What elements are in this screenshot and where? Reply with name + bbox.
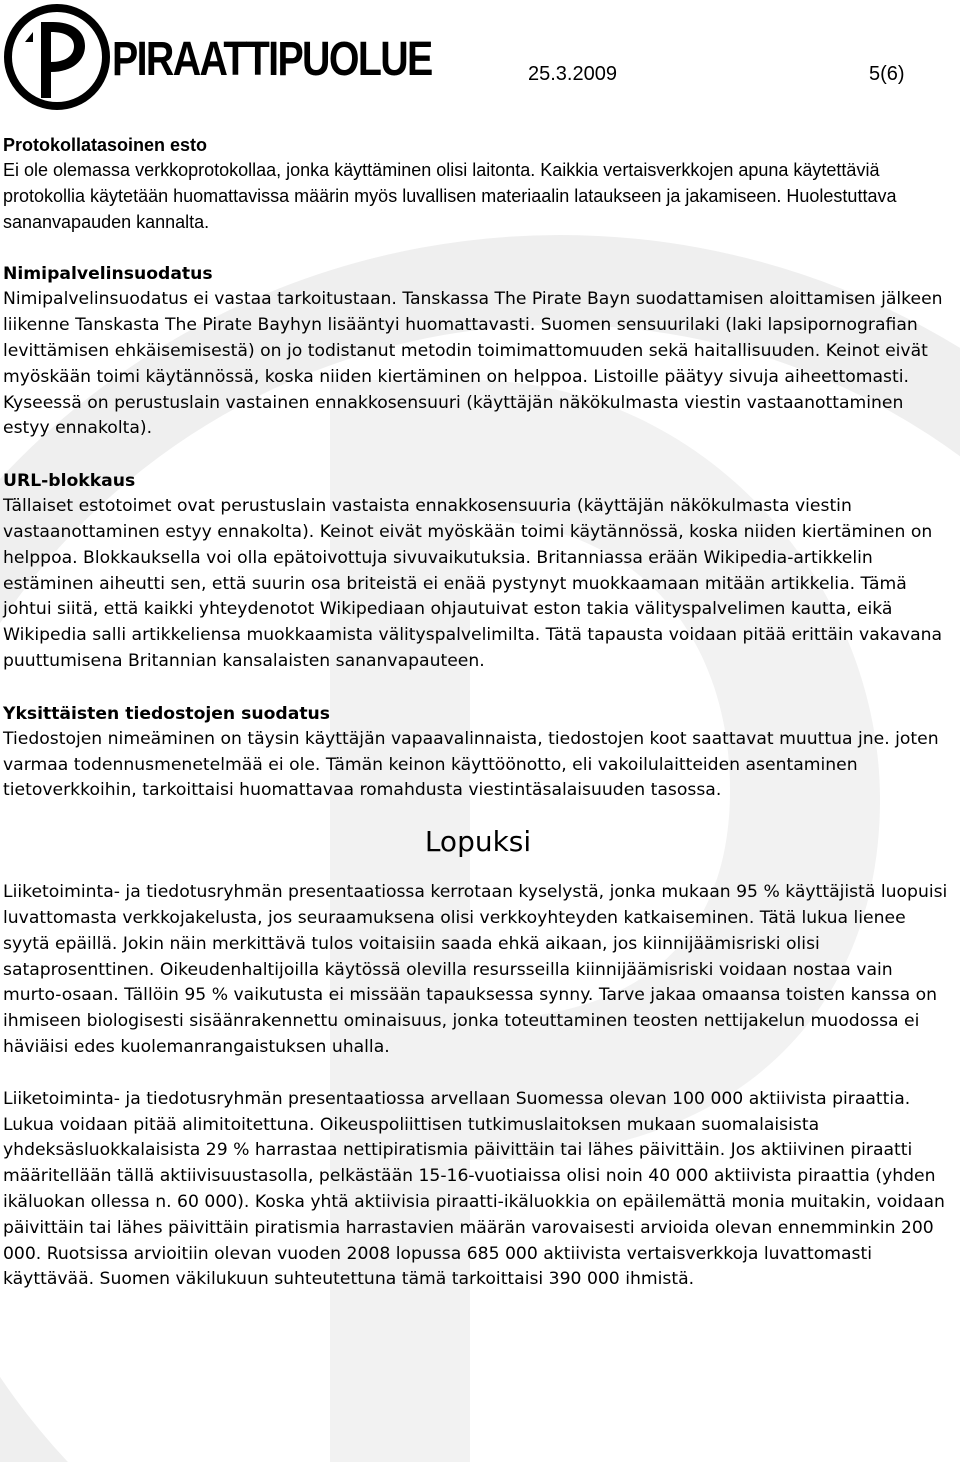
- document-date: 25.3.2009: [528, 63, 617, 85]
- section-heading: Nimipalvelinsuodatus: [3, 264, 213, 285]
- section-heading: URL-blokkaus: [3, 471, 136, 492]
- page-header: [0, 0, 960, 120]
- section-paragraph: Ei ole olemassa verkkoprotokollaa, jonka käyttäminen olisi laitonta. Kaikkia vertaisverkkojen apuna käytettäviä protokollia käytetään huomattavissa määrin myös luvallisen materiaalin lataukseen ja jakamiseen. Huolestuttava sananvapauden kannalta.: [3, 160, 897, 232]
- section-protocol-blocking: [3, 132, 953, 235]
- conclusion-paragraph: Liiketoiminta- ja tiedotusryhmän presentaatiossa kerrotaan kyselystä, jonka mukaan 95 % käyttäjistä luopuisi luvattomasta verkkojakelusta, jos seuraamuksena olisi verkkoyhteyden katkaiseminen. Tätä lukua lienee syytä epäillä. Jokin näin merkittävä tulos voitaisiin saada ehkä aikaan, jos kiinnijäämisriski olisi sataprosenttinen. Oikeudenhaltijoilla käytössä olevilla resursseilla kiinnijäämisriski voidaan nostaa vain murto-osaan. Tällöin 95 % vaikutusta ei missään tapauksessa synny. Tarve jakaa omaansa toisten kanssa on ihmiseen biologisesti sisäänrakennettu ominaisuus, jonka toteuttaminen teosten nettijakelun muodossa ei häviäisi edes kuolemanrangaistuksen uhalla.: [3, 882, 948, 1057]
- document-body: [3, 132, 953, 1293]
- section-paragraph: Tiedostojen nimeäminen on täysin käyttäjän vapaavalinnaista, tiedostojen koot saattavat muuttua jne. joten varmaa todennusmenetelmää ei ole. Tämän keinon käyttöönotto, eli vakoilulaitteiden asentaminen tietoverkkoihin, tarkoittaisi huomattavaa romahdusta viestintäsalaisuuden tasossa.: [3, 728, 939, 801]
- paragraph-spacer: [3, 1061, 953, 1087]
- section-heading: Protokollatasoinen esto: [3, 135, 208, 155]
- pirate-party-sail-logo-icon: [3, 2, 111, 112]
- party-name: PIRAATTIPUOLUE: [112, 33, 432, 86]
- section-paragraph: Tällaiset estotoimet ovat perustuslain vastaista ennakkosensuuria (käyttäjän näkökulmasta viestin vastaanottaminen estyy ennakolta). Keinot eivät myöskään toimi käytännössä, koska niiden kiertäminen on helppoa. Blokkauksella voi olla epätoivottuja sivuvaikutuksia. Britanniassa erään Wikipedia-artikkelin estäminen aiheutti sen, että suurin osa briteistä ei enää pystynyt muokkaamaan mitään artikkelia. Tämä johtui siitä, että kaikki yhteydenotot Wikipediaan ohjautuivat eston takia välityspalvelimen kautta, eikä Wikipedia salli artikkeliensa muokkaamista välityspalvelimilta. Tätä tapausta voidaan pitää erittäin vakavana puuttumisena Britannian kansalaisten sananvapauteen.: [3, 496, 943, 671]
- section-file-filtering: [3, 701, 953, 804]
- conclusion-heading: Lopuksi: [424, 825, 532, 859]
- section-dns-filtering: [3, 261, 953, 442]
- section-heading: Yksittäisten tiedostojen suodatus: [3, 703, 330, 724]
- conclusion-paragraph: Liiketoiminta- ja tiedotusryhmän presentaatiossa arvellaan Suomessa olevan 100 000 aktiivista piraattia. Lukua voidaan pitää alimitoitettuna. Oikeuspoliittisen tutkimuslaitoksen mukaan suomalaisista yhdeksäsluokkalaisista 29 % harrastaa nettipiratismia päivittäin tai lähes päivittäin. Jos aktiivinen piraatti määritellään tällä aktiivisuustasolla, pelkästään 15-16-vuotiaissa olisi noin 40 000 aktiivista piraattia (yhden ikäluokan ollessa n. 60 000). Koska yhtä aktiivisia piraatti-ikäluokkia on epäilemättä monia muitakin, voidaan päivittäin tai lähes päivittäin piratismia harrastavien määrän varovaisesti arvioida olevan ennemminkin 200 000. Ruotsissa arvioitiin olevan vuoden 2008 lopussa 685 000 aktiivista vertaisverkkoja luvattomasti käyttävää. Suomen väkilukuun suhteutettuna tämä tarkoittaisi 390 000 ihmistä.: [3, 1088, 945, 1290]
- section-paragraph: Nimipalvelinsuodatus ei vastaa tarkoitustaan. Tanskassa The Pirate Bayn suodattamisen aloittamisen jälkeen liikenne Tanskasta The Pirate Bayhyn lisääntyi huomattavasti. Suomen sensuurilaki (laki lapsipornografian levittämisen ehkäisemisestä) on jo todistanut metodin toimimattomuuden sekä haitallisuuden. Keinot eivät myöskään toimi käytännössä, koska niiden kiertäminen on helppoa. Listoille päätyy sivuja aiheettomasti. Kyseessä on perustuslain vastainen ennakkosensuuri (käyttäjän näkökulmasta viestin vastaanottaminen estyy ennakolta).: [3, 289, 943, 439]
- section-url-blocking: [3, 468, 953, 675]
- page-number: 5(6): [869, 63, 905, 85]
